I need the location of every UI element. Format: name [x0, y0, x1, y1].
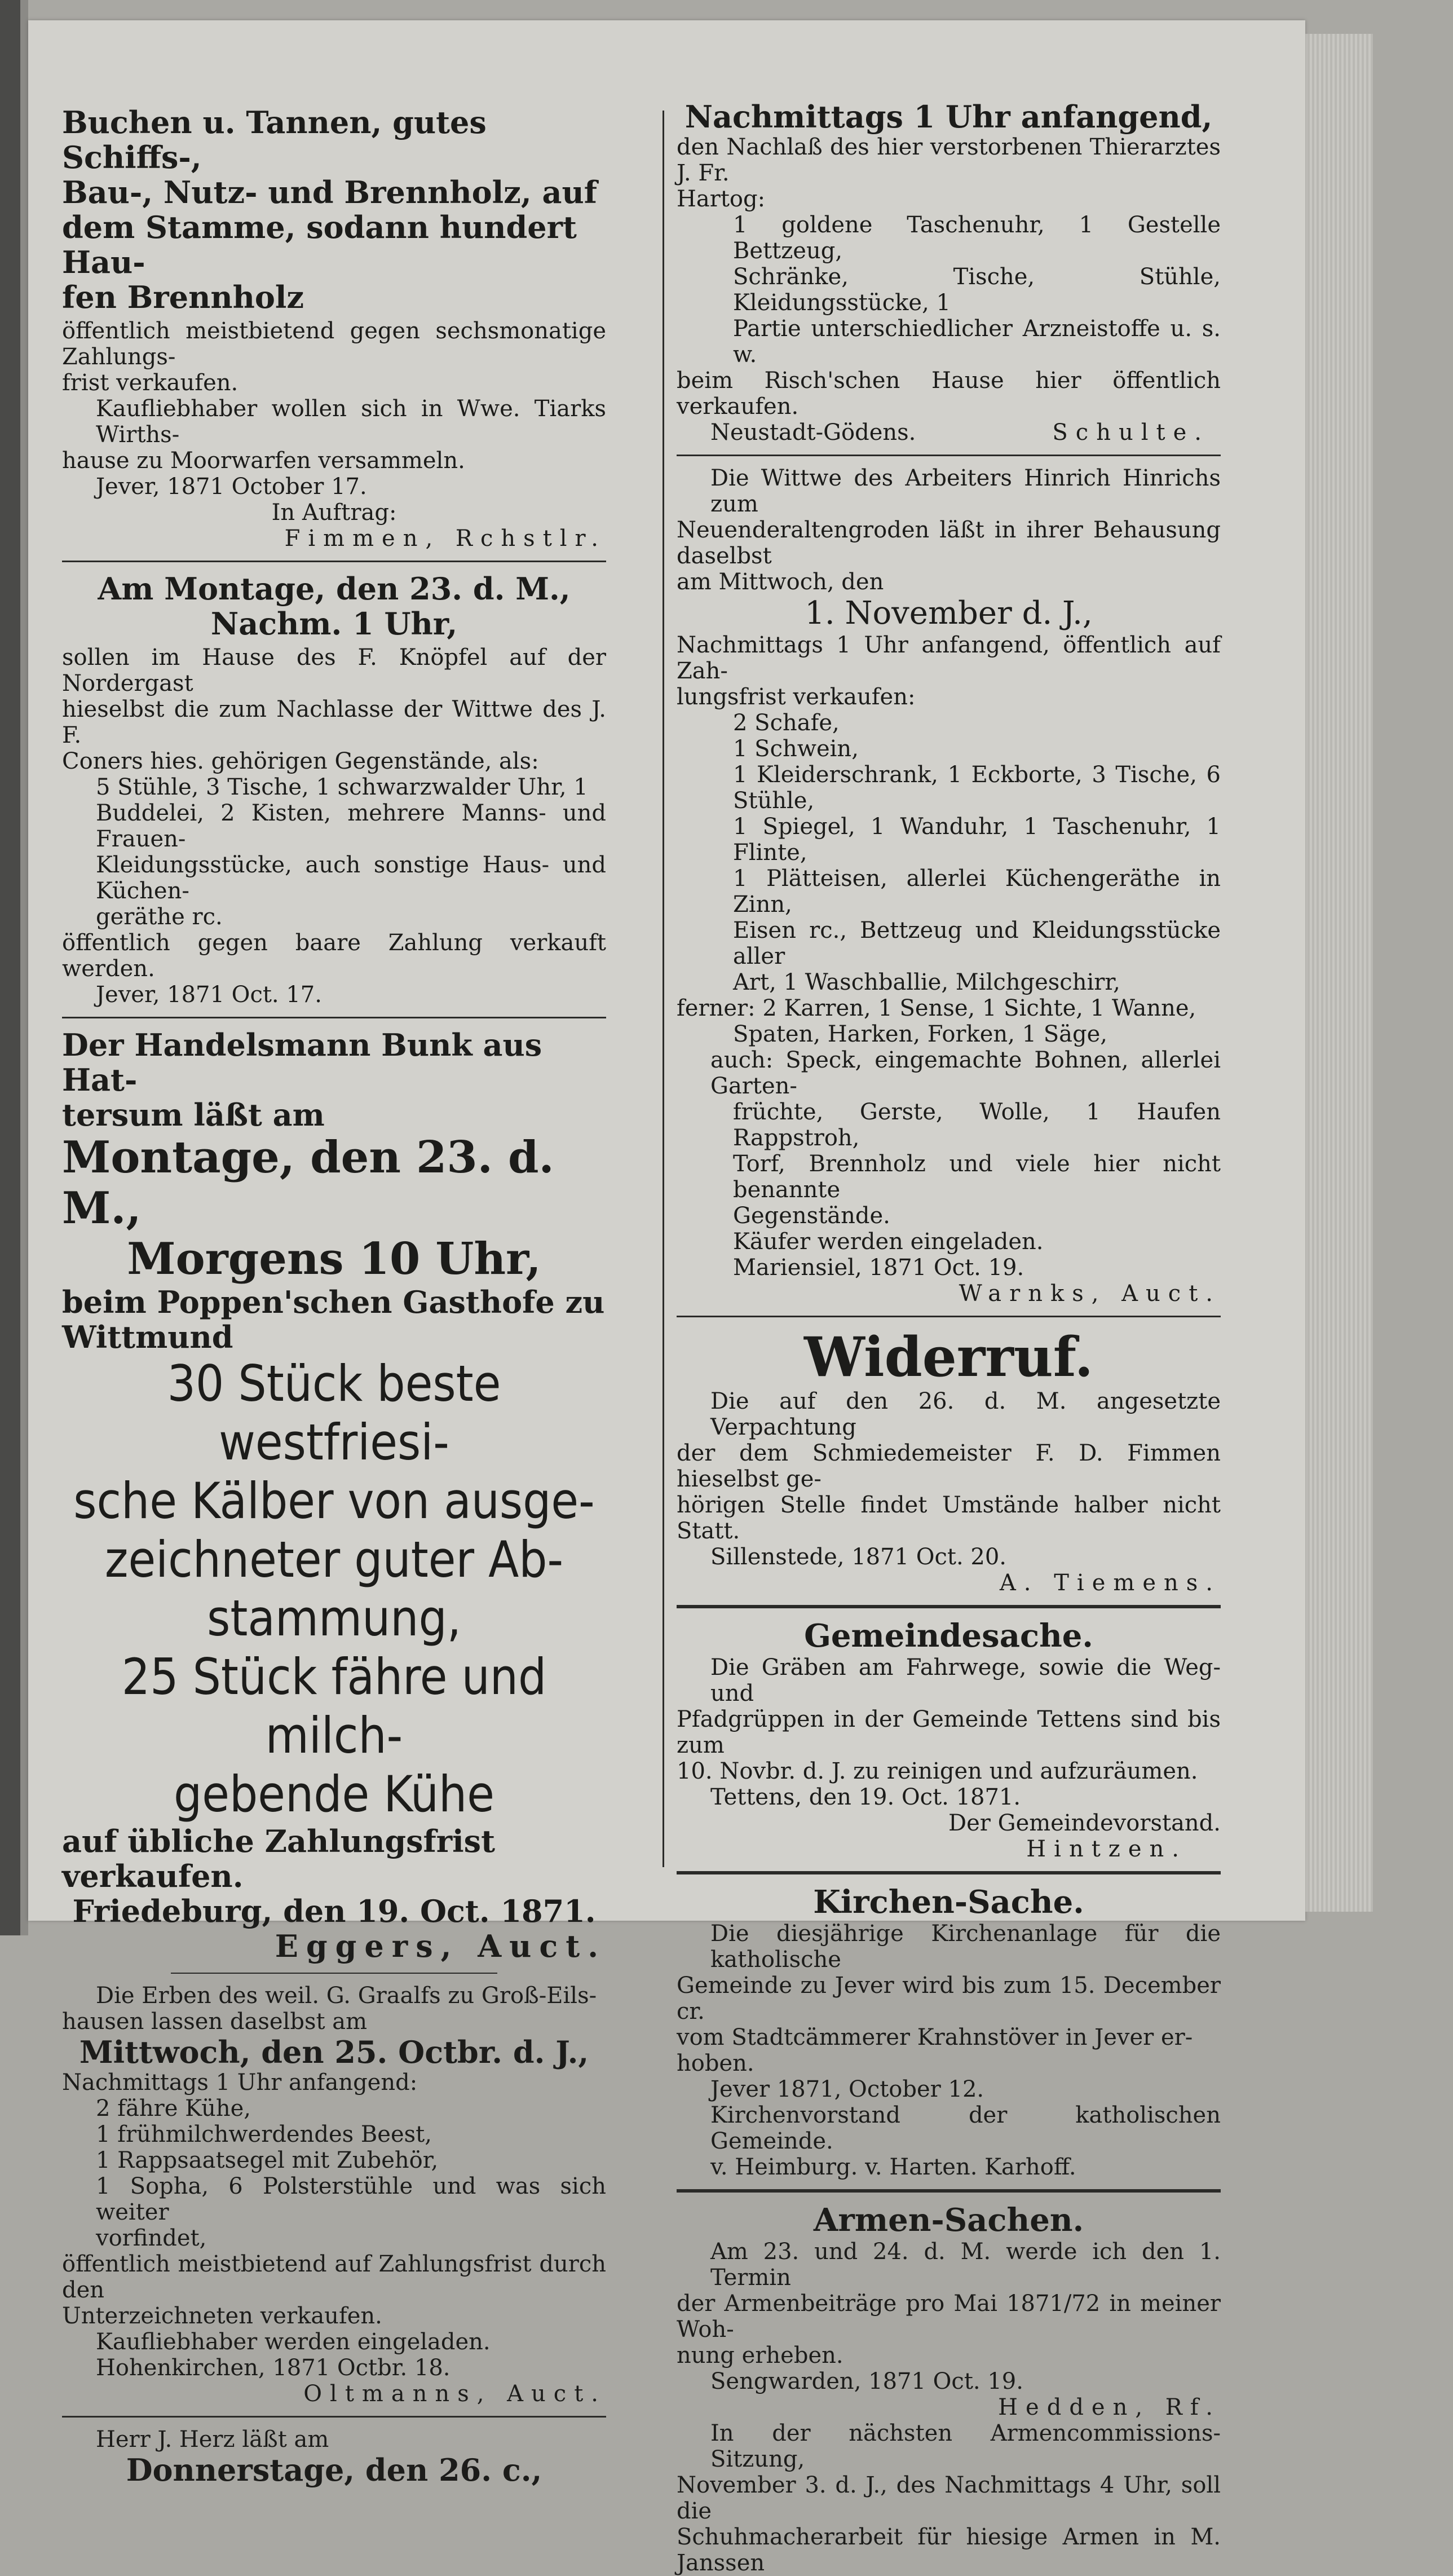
- ad-heading: dem Stamme, sodann hundert Hau-: [62, 209, 577, 280]
- ad-item: 2 Schafe,: [733, 710, 840, 736]
- ad-date: Mariensiel, 1871 Oct. 19.: [733, 1255, 1024, 1281]
- ad-location: Wittmund: [62, 1319, 233, 1355]
- ad-text: lungsfrist verkaufen:: [677, 684, 916, 710]
- ad-item: 1 Sopha, 6 Polsterstühle und was sich weiter: [96, 2173, 606, 2225]
- ad-text: hausen lassen daselbst am: [62, 2009, 368, 2035]
- ad-date: Tettens, den 19. Oct. 1871.: [710, 1784, 1021, 1810]
- ad-text: vom Stadtcämmerer Krahnstöver in Jever er-: [677, 2024, 1193, 2050]
- ad-item: 1 Schwein,: [733, 736, 859, 762]
- ad-text: öffentlich meistbietend gegen sechsmonatige Zahlungs-: [62, 318, 606, 370]
- ad-item: 5 Stühle, 3 Tische, 1 schwarzwalder Uhr, 1: [96, 774, 588, 800]
- book-spine: [0, 0, 20, 1935]
- ad-text: Unterzeichneten verkaufen.: [62, 2303, 382, 2329]
- ad-community-matter: [677, 1617, 1221, 1862]
- separator-rule: [677, 2189, 1221, 2193]
- ad-text: Kaufliebhaber werden eingeladen.: [96, 2329, 491, 2355]
- column-divider: [663, 111, 664, 1867]
- ad-text: der Armenbeiträge pro Mai 1871/72 in meiner Woh-: [677, 2291, 1221, 2343]
- ad-timber-sale: [62, 105, 606, 552]
- ad-text: Coners hies. gehörigen Gegenstände, als:: [62, 748, 539, 774]
- ad-heading: Der Handelsmann Bunk aus Hat-: [62, 1027, 542, 1098]
- ad-text: Käufer werden eingeladen.: [733, 1229, 1044, 1255]
- ad-text: hause zu Moorwarfen versammeln.: [62, 448, 465, 474]
- ad-signature: Hintzen.: [1026, 1836, 1187, 1862]
- ad-headline-huge: 30 Stück beste westfriesi-: [167, 1355, 501, 1471]
- ad-item: Partie unterschiedlicher Arzneistoffe u. s. w.: [733, 316, 1221, 368]
- ad-heading: Buchen u. Tannen, gutes Schiffs-,: [62, 104, 487, 175]
- ad-text: Schuhmacherarbeit für hiesige Armen in M. Janssen: [677, 2524, 1221, 2576]
- ad-item: 1 Kleiderschrank, 1 Eckborte, 3 Tische, 6 Stühle,: [733, 762, 1221, 814]
- ad-hartog-estate: [677, 99, 1221, 445]
- ad-item: 1 Plätteisen, allerlei Küchengeräthe in Zinn,: [733, 866, 1221, 918]
- ad-heading: fen Brennholz: [62, 279, 304, 315]
- ad-item: Spaten, Harken, Forken, 1 Säge,: [733, 1021, 1108, 1047]
- section-heading: Kirchen-Sache.: [813, 1884, 1084, 1921]
- ad-text: In der nächsten Armencommissions-Sitzung,: [710, 2420, 1221, 2472]
- ad-place: Neustadt-Gödens.: [710, 420, 916, 445]
- ad-heading: Bau-, Nutz- und Brennholz, auf: [62, 174, 597, 210]
- ad-headline-huge: gebende Kühe: [174, 1765, 494, 1823]
- ad-heading-large: Morgens 10 Uhr,: [127, 1233, 541, 1285]
- ad-headline-huge: stammung,: [207, 1589, 461, 1647]
- ad-text: Die Gräben am Fahrwege, sowie die Weg- und: [710, 1655, 1221, 1706]
- ad-text: öffentlich meistbietend auf Zahlungsfrist durch den: [62, 2251, 606, 2303]
- ad-item: 1 goldene Taschenuhr, 1 Gestelle Bettzeug,: [733, 212, 1221, 264]
- ad-text: Gemeinde zu Jever wird bis zum 15. December cr.: [677, 1973, 1221, 2024]
- ad-signature: v. Heimburg. v. Harten. Karhoff.: [710, 2154, 1076, 2180]
- ad-signature: Hedden, Rf.: [998, 2394, 1221, 2420]
- ad-date: Hohenkirchen, 1871 Octbr. 18.: [96, 2355, 451, 2381]
- ad-headline-huge: 25 Stück fähre und milch-: [121, 1648, 547, 1765]
- ad-hinrichs-auction: [677, 465, 1221, 1307]
- ad-text: öffentlich gegen baare Zahlung verkauft werden.: [62, 930, 606, 982]
- ad-item: Kleidungsstücke, auch sonstige Haus- und Küchen-: [96, 852, 606, 904]
- ad-text: Die Wittwe des Arbeiters Hinrich Hinrichs zum: [710, 465, 1221, 517]
- ad-date: Jever 1871, October 12.: [710, 2076, 984, 2102]
- ad-item: vorfindet,: [96, 2225, 207, 2251]
- ad-item: Buddelei, 2 Kisten, mehrere Manns- und Frauen-: [96, 800, 606, 852]
- ad-text: Nachmittags 1 Uhr anfangend:: [62, 2070, 418, 2096]
- ad-signature: Der Gemeindevorstand.: [948, 1810, 1221, 1836]
- ad-item: Eisen rc., Bettzeug und Kleidungsstücke aller: [733, 918, 1221, 969]
- right-column: [677, 99, 1221, 2576]
- ad-heading-large: Widerruf.: [803, 1325, 1094, 1389]
- separator-rule: [62, 1017, 606, 1018]
- ad-text: sollen im Hause des F. Knöpfel auf der Nordergast: [62, 645, 606, 696]
- ad-text: nung erheben.: [677, 2343, 843, 2368]
- ad-text: 10. Novbr. d. J. zu reinigen und aufzuräumen.: [677, 1758, 1198, 1784]
- ad-location: beim Poppen'schen Gasthofe zu: [62, 1284, 605, 1320]
- ad-item: 1 Spiegel, 1 Wanduhr, 1 Taschenuhr, 1 Flinte,: [733, 814, 1221, 866]
- ad-signature: In Auftrag:: [271, 500, 397, 526]
- separator-rule: [677, 455, 1221, 456]
- ad-text: hoben.: [677, 2050, 754, 2076]
- ad-heading: tersum läßt am: [62, 1097, 325, 1133]
- ad-heading: Am Montage, den 23. d. M.,: [98, 571, 571, 607]
- ad-text: beim Risch'schen Hause hier öffentlich verkaufen.: [677, 368, 1221, 420]
- ad-item: ferner: 2 Karren, 1 Sense, 1 Sichte, 1 Wanne,: [677, 995, 1196, 1021]
- ad-signature: Fimmen, Rchstlr.: [284, 526, 606, 552]
- left-column: [62, 104, 606, 2488]
- ad-heading: Mittwoch, den 25. Octbr. d. J.,: [79, 2034, 589, 2070]
- separator-rule: [677, 1871, 1221, 1874]
- section-heading: Armen-Sachen.: [813, 2202, 1084, 2239]
- ad-signature: Eggers, Auct.: [275, 1928, 606, 1964]
- ad-cattle-sale: [62, 1027, 606, 1964]
- book-gutter: [20, 0, 28, 1935]
- ad-text: hörigen Stelle findet Umstände halber nicht Statt.: [677, 1492, 1221, 1544]
- ad-text: November 3. d. J., des Nachmittags 4 Uhr, soll die: [677, 2472, 1221, 2524]
- ad-signature: Oltmanns, Auct.: [303, 2381, 606, 2407]
- ad-item: früchte, Gerste, Wolle, 1 Haufen Rappstroh,: [733, 1099, 1221, 1151]
- ad-text: frist verkaufen.: [62, 370, 239, 396]
- ad-date: Sengwarden, 1871 Oct. 19.: [710, 2368, 1023, 2394]
- ad-item: Art, 1 Waschballie, Milchgeschirr,: [733, 969, 1120, 995]
- separator-rule: [677, 1316, 1221, 1317]
- ad-text: Hartog:: [677, 186, 766, 212]
- ad-poor-relief: [677, 2202, 1221, 2576]
- ad-heading: Friedeburg, den 19. Oct. 1871.: [72, 1893, 596, 1929]
- ad-item: Gegenstände.: [733, 1203, 890, 1229]
- ad-heading: Donnerstage, den 26. c.,: [126, 2452, 542, 2488]
- section-heading: Gemeindesache.: [804, 1617, 1093, 1655]
- ad-graalfs-auction: [62, 1983, 606, 2407]
- ad-church-matter: [677, 1884, 1221, 2180]
- ad-text: Neuenderaltengroden läßt in ihrer Behausung daselbst: [677, 517, 1221, 569]
- ad-signature: A. Tiemens.: [999, 1570, 1221, 1596]
- ad-item: geräthe rc.: [96, 904, 223, 930]
- ad-heading: auf übliche Zahlungsfrist verkaufen.: [62, 1823, 496, 1894]
- ad-estate-auction: [62, 571, 606, 1008]
- ad-item: 1 Rappsaatsegel mit Zubehör,: [96, 2147, 439, 2173]
- ad-text: am Mittwoch, den: [677, 569, 884, 595]
- ad-heading: 1. November d. J.,: [805, 595, 1093, 632]
- separator-rule: [62, 2416, 606, 2418]
- ad-item: auch: Speck, eingemachte Bohnen, allerlei Garten-: [710, 1047, 1221, 1099]
- ad-herz-auction: [62, 2427, 606, 2487]
- ad-text: den Nachlaß des hier verstorbenen Thierarztes J. Fr.: [677, 134, 1221, 186]
- ad-date: Jever, 1871 Oct. 17.: [96, 982, 322, 1008]
- ad-text: Herr J. Herz läßt am: [96, 2427, 329, 2453]
- ad-heading-large: Montage, den 23. d. M.,: [62, 1132, 554, 1234]
- page-edges: [1305, 34, 1373, 1912]
- ad-text: Pfadgrüppen in der Gemeinde Tettens sind bis zum: [677, 1706, 1221, 1758]
- ad-signature: Schulte.: [1052, 420, 1209, 445]
- separator-rule: [677, 1605, 1221, 1608]
- ad-text: Die diesjährige Kirchenanlage für die katholische: [710, 1921, 1221, 1973]
- ad-item: 2 fähre Kühe,: [96, 2096, 251, 2121]
- separator-rule: [171, 1973, 497, 1974]
- ad-heading: Nachmittags 1 Uhr anfangend,: [684, 99, 1213, 135]
- ad-date: Sillenstede, 1871 Oct. 20.: [710, 1544, 1007, 1570]
- ad-text: der dem Schmiedemeister F. D. Fimmen hieselbst ge-: [677, 1440, 1221, 1492]
- ad-retraction: [677, 1326, 1221, 1596]
- ad-headline-huge: zeichneter guter Ab-: [104, 1530, 564, 1589]
- ad-text: hieselbst die zum Nachlasse der Wittwe des J. F.: [62, 696, 606, 748]
- ad-text: Die auf den 26. d. M. angesetzte Verpachtung: [710, 1388, 1221, 1440]
- ad-item: Torf, Brennholz und viele hier nicht benannte: [733, 1151, 1221, 1203]
- newspaper-page: [28, 20, 1305, 2576]
- ad-text: Nachmittags 1 Uhr anfangend, öffentlich auf Zah-: [677, 632, 1221, 684]
- separator-rule: [62, 561, 606, 562]
- ad-footer: [677, 420, 1221, 445]
- ad-text: Am 23. und 24. d. M. werde ich den 1. Termin: [710, 2239, 1221, 2291]
- ad-date: Jever, 1871 October 17.: [96, 474, 367, 500]
- ad-item: Schränke, Tische, Stühle, Kleidungsstücke, 1: [733, 264, 1221, 316]
- ad-signature: Kirchenvorstand der katholischen Gemeinde.: [710, 2102, 1221, 2154]
- ad-item: 1 frühmilchwerdendes Beest,: [96, 2121, 432, 2147]
- ad-headline-huge: sche Kälber von ausge-: [73, 1472, 595, 1530]
- ad-heading: Nachm. 1 Uhr,: [210, 606, 458, 642]
- ad-signature: Warnks, Auct.: [959, 1281, 1221, 1307]
- ad-text: Kaufliebhaber wollen sich in Wwe. Tiarks Wirths-: [96, 396, 606, 448]
- ad-text: Die Erben des weil. G. Graalfs zu Groß-Eils-: [96, 1983, 597, 2009]
